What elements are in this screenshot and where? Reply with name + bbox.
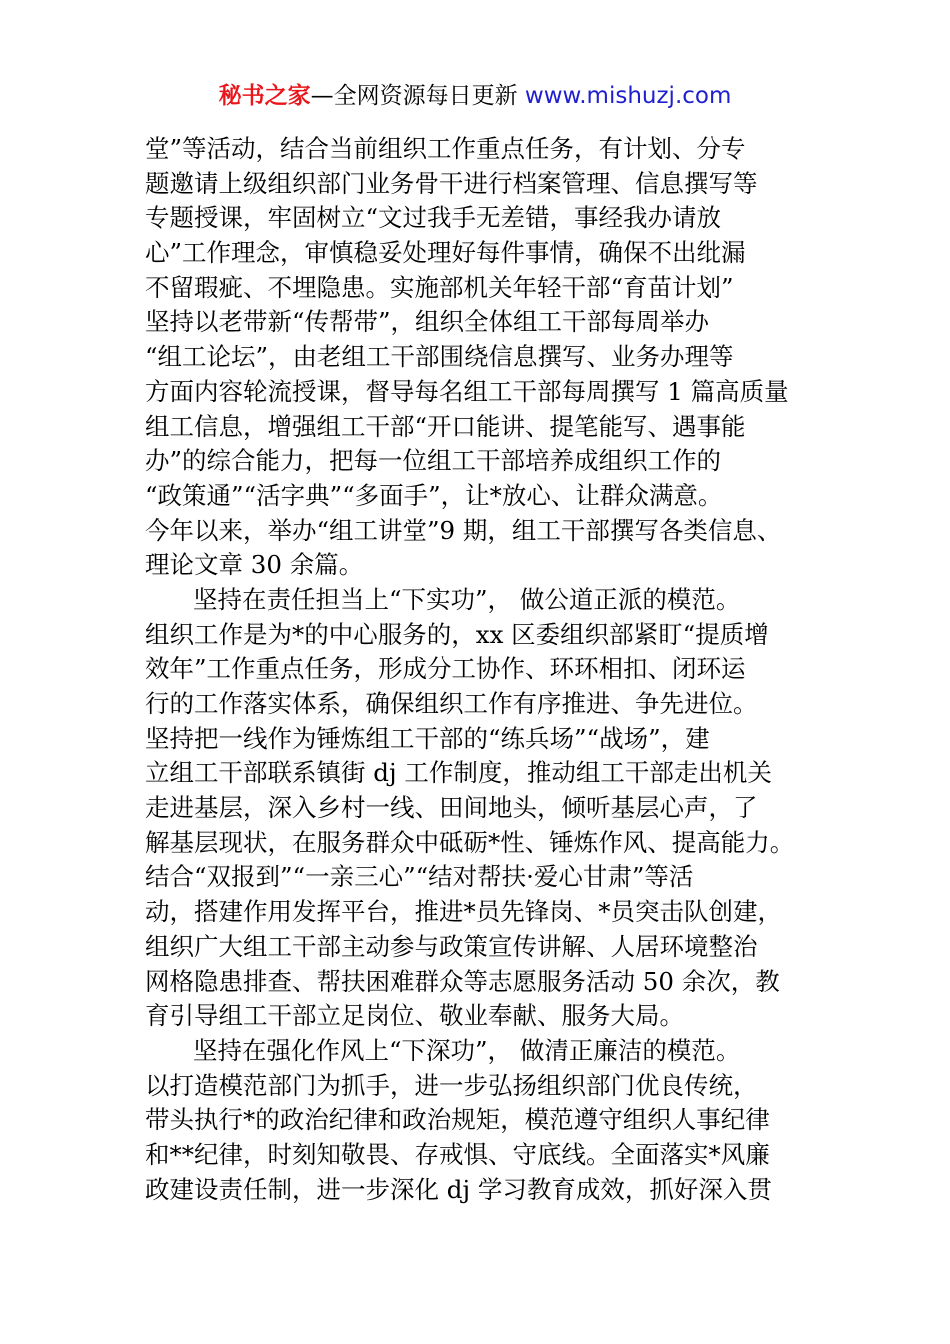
text-line: 坚持把一线作为锤炼组工干部的“练兵场”“战场”，建 <box>145 723 710 753</box>
text-line: 效年”工作重点任务，形成分工协作、环环相扣、闭环运 <box>145 654 746 684</box>
body-text <box>145 132 825 1207</box>
text-line: 心”工作理念，审慎稳妥处理好每件事情，确保不出纰漏 <box>145 238 746 268</box>
paragraph-heading-line: 坚持在强化作风上“下深功”， 做清正廉洁的模范。 <box>193 1035 741 1065</box>
header-tagline: —全网资源每日更新 <box>310 83 525 109</box>
text-line: 组织广大组工干部主动参与政策宣传讲解、人居环境整治 <box>145 931 758 961</box>
text-line: “组工论坛”，由老组工干部围绕信息撰写、业务办理等 <box>145 342 734 372</box>
text-line: 和**纪律，时刻知敬畏、存戒惧、守底线。全面落实*风廉 <box>145 1139 770 1169</box>
text-line: 专题授课，牢固树立“文过我手无差错，事经我办请放 <box>145 203 722 233</box>
text-line: 坚持以老带新“传帮带”，组织全体组工干部每周举办 <box>145 307 710 337</box>
text-line: 网格隐患排查、帮扶困难群众等志愿服务活动 50 余次，教 <box>145 966 780 996</box>
text-line: 理论文章 30 余篇。 <box>145 550 364 580</box>
text-line: 办”的综合能力，把每一位组工干部培养成组织工作的 <box>145 446 722 476</box>
text-line: 政建设责任制，进一步深化 dj 学习教育成效，抓好深入贯 <box>145 1174 772 1204</box>
text-line: 堂”等活动，结合当前组织工作重点任务，有计划、分专 <box>145 134 746 163</box>
text-line: 结合“双报到”“一亲三心”“结对帮扶·爱心甘肃”等活 <box>145 862 694 892</box>
paragraph-heading-line: 坚持在责任担当上“下实功”， 做公道正派的模范。 <box>193 584 741 614</box>
text-line: 题邀请上级组织部门业务骨干进行档案管理、信息撰写等 <box>145 168 758 198</box>
page-header <box>0 80 950 112</box>
text-line: 育引导组工干部立足岗位、敬业奉献、服务大局。 <box>145 1001 684 1031</box>
header-url-link[interactable]: www.mishuzj.com <box>524 83 732 109</box>
header-brand: 秘书之家 <box>218 83 311 109</box>
text-line: “政策通”“活字典”“多面手”，让*放心、让群众满意。 <box>145 480 723 510</box>
text-line: 以打造模范部门为抓手，进一步弘扬组织部门优良传统， <box>145 1070 758 1100</box>
text-line: 走进基层，深入乡村一线、田间地头，倾听基层心声，了 <box>145 793 758 823</box>
text-line: 组织工作是为*的中心服务的，xx 区委组织部紧盯“提质增 <box>145 619 769 649</box>
text-line: 组工信息，增强组工干部“开口能讲、提笔能写、遇事能 <box>145 411 746 441</box>
text-line: 解基层现状，在服务群众中砥砺*性、锤炼作风、提高能力。 <box>145 827 795 857</box>
text-line: 行的工作落实体系，确保组织工作有序推进、争先进位。 <box>145 689 758 718</box>
text-line: 立组工干部联系镇街 dj 工作制度，推动组工干部走出机关 <box>145 758 772 788</box>
text-line: 动，搭建作用发挥平台，推进*员先锋岗、*员突击队创建， <box>145 897 782 927</box>
text-line: 带头执行*的政治纪律和政治规矩，模范遵守组织人事纪律 <box>145 1105 770 1135</box>
text-line: 方面内容轮流授课，督导每名组工干部每周撰写 1 篇高质量 <box>145 376 789 406</box>
text-line: 今年以来，举办“组工讲堂”9 期，组工干部撰写各类信息、 <box>145 515 782 545</box>
text-line: 不留瑕疵、不埋隐患。实施部机关年轻干部“育苗计划” <box>145 272 734 302</box>
